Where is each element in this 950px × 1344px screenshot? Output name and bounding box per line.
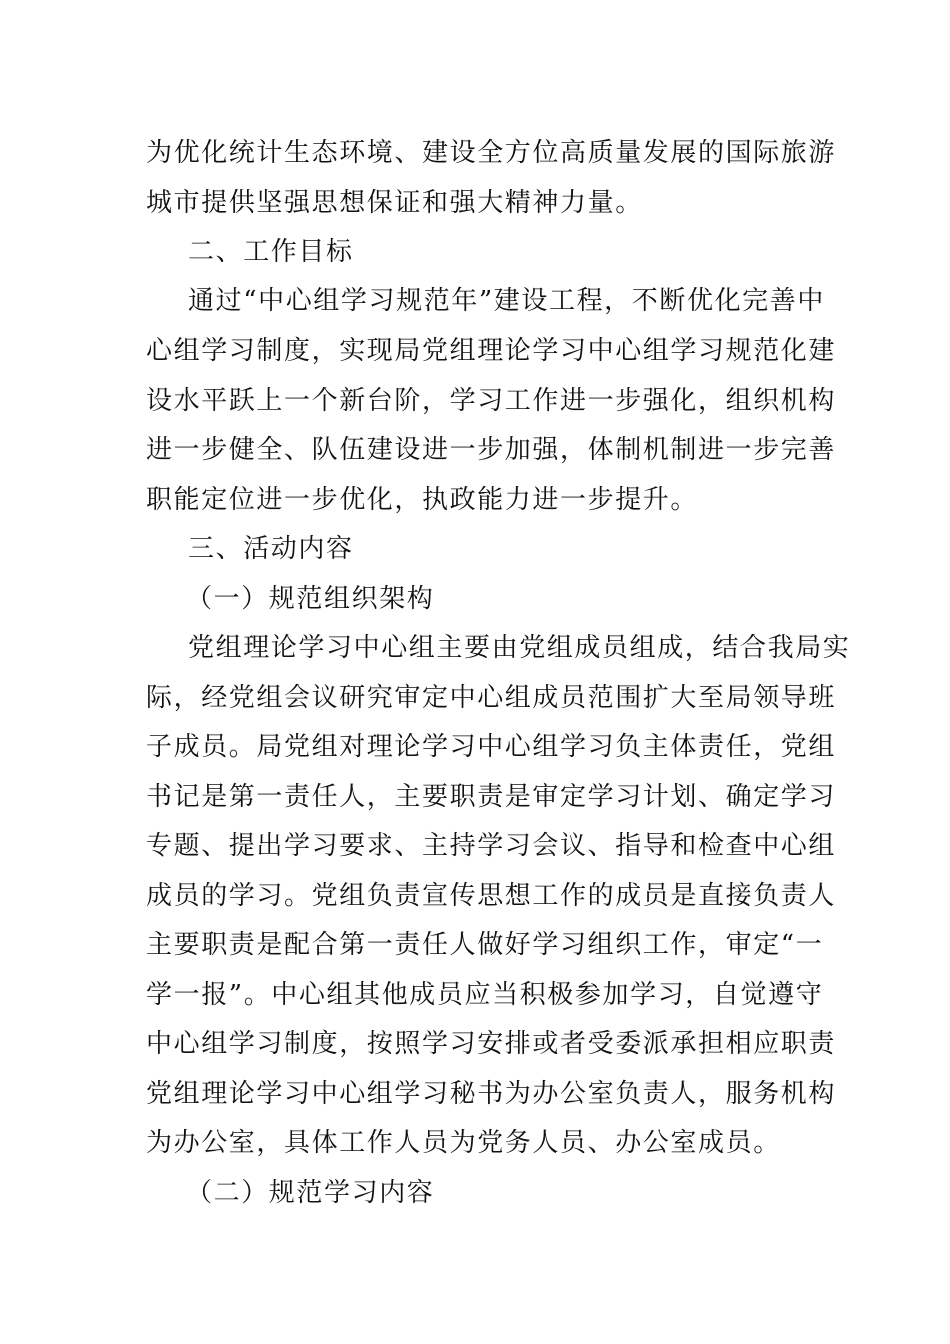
paragraph-line: 城市提供坚强思想保证和强大精神力量。 (146, 188, 643, 218)
paragraph-line: 中心组学习制度，按照学习安排或者受委派承担相应职责 (146, 1029, 837, 1059)
paragraph-line: 党组理论学习中心组主要由党组成员组成，结合我局实 (188, 633, 851, 663)
subsection-heading: （一）规范组织架构 (186, 584, 435, 614)
paragraph-line: 职能定位进一步优化，执政能力进一步提升。 (146, 485, 699, 515)
paragraph-line: 书记是第一责任人，主要职责是审定学习计划、确定学习 (146, 782, 837, 812)
paragraph-line: 际，经党组会议研究审定中心组成员范围扩大至局领导班 (146, 683, 837, 713)
subsection-heading: （二）规范学习内容 (186, 1178, 435, 1208)
paragraph-line: 心组学习制度，实现局党组理论学习中心组学习规范化建 (146, 336, 837, 366)
paragraph-line: 通过“中心组学习规范年”建设工程，不断优化完善中 (188, 286, 825, 316)
paragraph-line: 进一步健全、队伍建设进一步加强，体制机制进一步完善 (146, 435, 837, 465)
section-heading: 三、活动内容 (188, 534, 354, 564)
paragraph-line: 子成员。局党组对理论学习中心组学习负主体责任，党组 (146, 732, 837, 762)
paragraph-line: 党组理论学习中心组学习秘书为办公室负责人，服务机构 (146, 1079, 837, 1109)
section-heading: 二、工作目标 (188, 237, 354, 267)
paragraph-line: 设水平跃上一个新台阶，学习工作进一步强化，组织机构 (146, 386, 837, 416)
paragraph-line: 成员的学习。党组负责宣传思想工作的成员是直接负责人 (146, 881, 837, 911)
paragraph-line: 专题、提出学习要求、主持学习会议、指导和检查中心组 (146, 831, 837, 861)
paragraph-line: 主要职责是配合第一责任人做好学习组织工作，审定“一 (146, 930, 824, 960)
paragraph-line: 学一报”。中心组其他成员应当积极参加学习，自觉遵守 (146, 980, 824, 1010)
paragraph-line: 为优化统计生态环境、建设全方位高质量发展的国际旅游 (146, 138, 837, 168)
paragraph-line: 为办公室，具体工作人员为党务人员、办公室成员。 (146, 1128, 781, 1158)
